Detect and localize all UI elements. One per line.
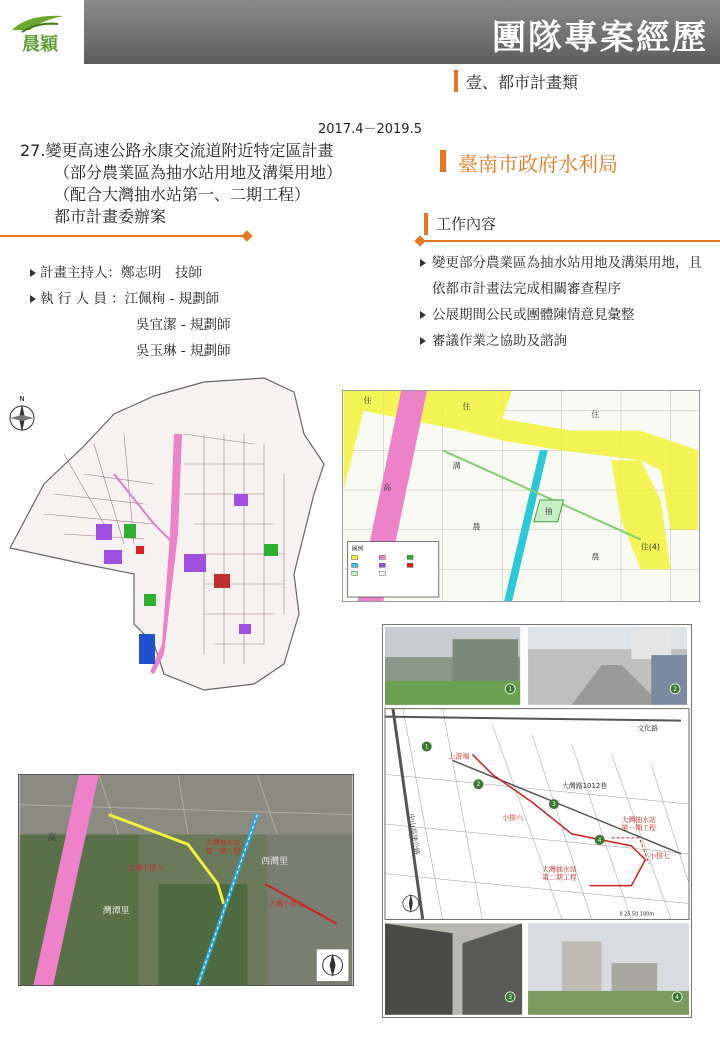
- compass-icon: [317, 949, 349, 981]
- bullet-icon: [420, 259, 426, 267]
- staff-member: 吳玉琳 - 規劃師: [136, 343, 231, 359]
- compass-icon: [10, 395, 34, 432]
- project-title-line: （配合大灣抽水站第一、二期工程）: [54, 185, 311, 204]
- svg-text:農: 農: [591, 552, 600, 562]
- svg-text:大灣抽水站: 大灣抽水站: [205, 838, 241, 847]
- section-label: 壹、都市計畫類: [466, 73, 579, 92]
- svg-text:灣潭里: 灣潭里: [102, 906, 130, 917]
- list-item: 公展期間公民或團體陳情意見彙整: [418, 302, 708, 328]
- svg-text:小排七: 小排七: [649, 851, 671, 860]
- logo-text: 晨穎: [22, 34, 58, 55]
- svg-text:住: 住: [462, 401, 471, 411]
- client-name: 臺南市政府水利局: [458, 152, 618, 176]
- svg-text:3: 3: [508, 993, 513, 1001]
- svg-text:溝: 溝: [452, 461, 461, 471]
- detail-map: [342, 390, 700, 602]
- client-marker: [440, 150, 446, 172]
- project-date: 2017.4－2019.5: [318, 122, 422, 137]
- svg-text:0 25 50 100m: 0 25 50 100m: [619, 911, 655, 918]
- svg-text:第一期工程: 第一期工程: [621, 823, 657, 832]
- svg-text:1: 1: [424, 743, 429, 751]
- svg-text:4: 4: [675, 993, 679, 1001]
- staff-list: [30, 260, 230, 364]
- svg-text:大灣小排六: 大灣小排六: [128, 864, 164, 873]
- svg-text:2: 2: [673, 685, 678, 693]
- aerial-map: [18, 774, 354, 986]
- zoning-map: [4, 374, 338, 696]
- staff-host: 計畫主持人：鄭志明 技師: [30, 260, 230, 286]
- staff-member: 吳宜潔 - 規劃師: [136, 317, 231, 333]
- canal-plan-map: [385, 709, 689, 920]
- project-title-line: （部分農業區為抽水站用地及溝渠用地）: [54, 163, 343, 182]
- svg-text:圖例: 圖例: [351, 545, 364, 553]
- divider: [420, 240, 720, 242]
- svg-text:4: 4: [597, 836, 602, 844]
- list-item: 變更部分農業區為抽水站用地及溝渠用地，且依都市計畫法完成相關審查程序: [418, 250, 708, 302]
- svg-text:大灣抽水站: 大灣抽水站: [621, 815, 657, 824]
- bullet-icon: [30, 295, 36, 303]
- svg-text:大灣路1012巷: 大灣路1012巷: [561, 782, 608, 791]
- svg-text:N: N: [19, 395, 25, 403]
- work-marker: [424, 213, 428, 235]
- svg-text:農: 農: [472, 522, 481, 532]
- page-title: 團隊專案經歷: [492, 18, 708, 58]
- svg-text:高: 高: [47, 833, 57, 844]
- project-title-line: 都市計畫委辦案: [54, 207, 167, 226]
- svg-text:1: 1: [508, 685, 513, 693]
- project-title: [20, 140, 342, 228]
- divider-marker: [241, 230, 252, 241]
- logo: [0, 0, 84, 64]
- svg-text:文化路: 文化路: [637, 724, 659, 733]
- svg-text:西灣里: 西灣里: [261, 857, 289, 868]
- svg-text:高: 高: [383, 483, 392, 493]
- svg-text:住: 住: [363, 395, 372, 405]
- work-label: 工作內容: [436, 215, 497, 233]
- work-list: [418, 250, 708, 354]
- divider-marker: [414, 235, 425, 246]
- bullet-icon: [420, 311, 426, 319]
- staff-member: 執 行 人 員 ：江佩栒 - 規劃師: [30, 286, 230, 312]
- bullet-icon: [30, 269, 36, 277]
- svg-text:大灣抽水站: 大灣抽水站: [541, 865, 577, 874]
- svg-text:上游端: 上游端: [448, 752, 470, 761]
- svg-text:抽: 抽: [544, 506, 553, 516]
- svg-text:中山高速公路: 中山高速公路: [406, 813, 421, 856]
- svg-text:第一期工程: 第一期工程: [205, 847, 241, 856]
- header-bar: [0, 0, 720, 64]
- svg-text:2: 2: [476, 781, 481, 789]
- svg-text:第二期工程: 第二期工程: [541, 873, 577, 882]
- svg-text:住: 住: [591, 409, 600, 419]
- list-item: 審議作業之協助及諮詢: [418, 328, 708, 354]
- section-marker: [454, 70, 458, 92]
- project-title-line: 27.變更高速公路永康交流道附近特定區計畫: [20, 141, 334, 160]
- svg-text:住(4): 住(4): [640, 542, 660, 552]
- bullet-icon: [420, 337, 426, 345]
- svg-text:3: 3: [551, 801, 556, 809]
- svg-text:小排六: 小排六: [502, 814, 524, 823]
- canal-plan-panel: [382, 624, 692, 1018]
- divider: [0, 235, 246, 237]
- svg-text:大灣小排七: 大灣小排七: [269, 899, 304, 908]
